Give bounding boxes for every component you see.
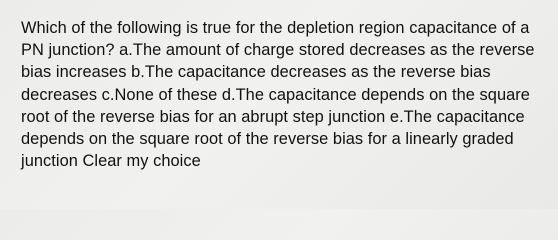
question-text: Which of the following is true for the depletion region capacitance of a PN junction? a.The amount of charge stored decreases as the reverse bias increases b.The capacitance decreases as the reverse bias decreases c.None of these d.The capacitance depends on the square root of the reverse bias for an abrupt step junction e.The capacitance depends on the square root of the reverse bias for a linearly graded junction Clear my choice: [21, 19, 535, 171]
